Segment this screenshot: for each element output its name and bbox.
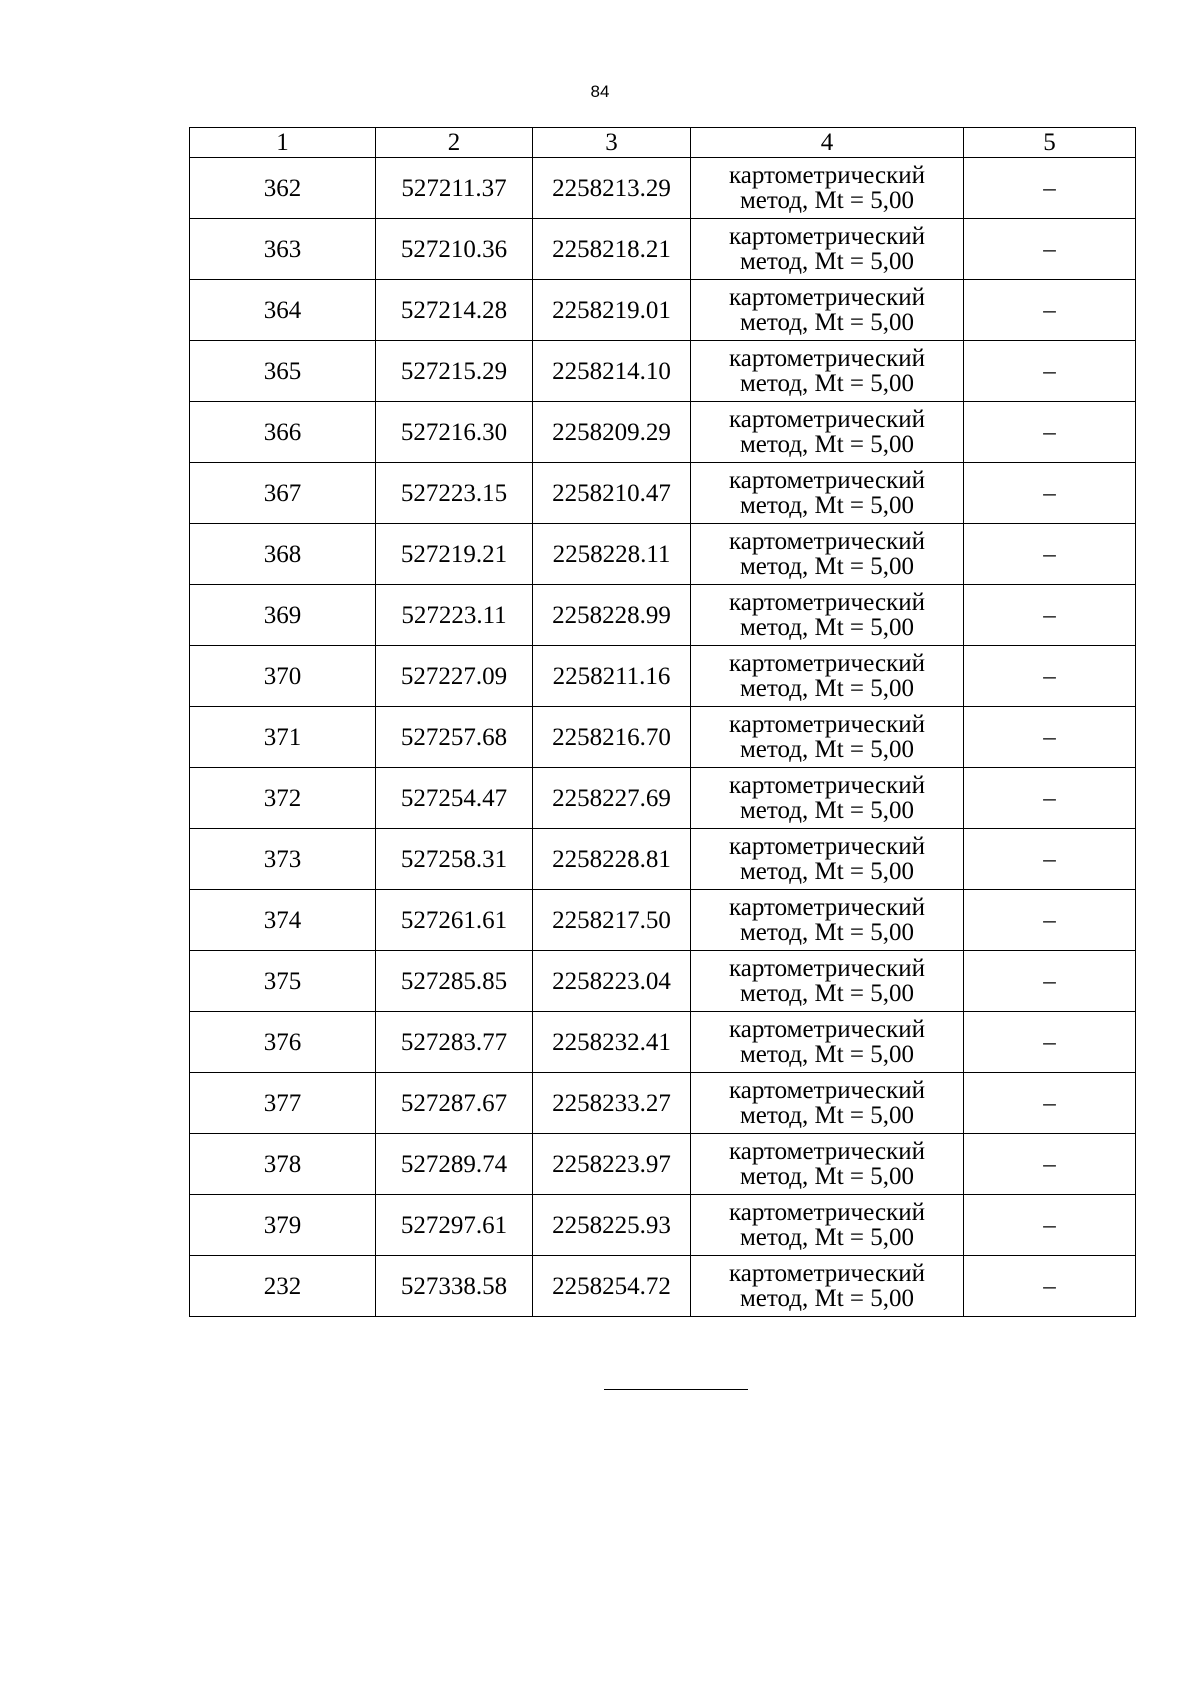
method-cell — [691, 158, 964, 219]
note-cell: – — [964, 219, 1136, 280]
note-cell: – — [964, 951, 1136, 1012]
method-cell — [691, 219, 964, 280]
y-coordinate-cell: 2258233.27 — [533, 1073, 691, 1134]
method-text: картометрический — [729, 1199, 925, 1226]
x-coordinate-cell: 527223.15 — [376, 463, 533, 524]
method-cell — [691, 1012, 964, 1073]
note-cell: – — [964, 1012, 1136, 1073]
note-cell: – — [964, 1256, 1136, 1317]
y-coordinate-cell: 2258228.99 — [533, 585, 691, 646]
table-row — [190, 1073, 1136, 1134]
method-text: картометрический — [729, 1260, 925, 1287]
method-text: метод, Mt = 5,00 — [739, 614, 915, 641]
table-row — [190, 1256, 1136, 1317]
method-text: метод, Mt = 5,00 — [739, 980, 915, 1007]
table-row — [190, 158, 1136, 219]
method-text: метод, Mt = 5,00 — [739, 370, 915, 397]
method-text: картометрический — [729, 1016, 925, 1043]
table-row — [190, 463, 1136, 524]
note-cell: – — [964, 890, 1136, 951]
table-row — [190, 768, 1136, 829]
y-coordinate-cell: 2258209.29 — [533, 402, 691, 463]
note-cell: – — [964, 402, 1136, 463]
point-number-cell: 365 — [190, 341, 376, 402]
y-coordinate-cell: 2258227.69 — [533, 768, 691, 829]
method-cell — [691, 1073, 964, 1134]
method-cell — [691, 951, 964, 1012]
point-number-cell: 232 — [190, 1256, 376, 1317]
point-number-cell: 378 — [190, 1134, 376, 1195]
note-cell: – — [964, 280, 1136, 341]
method-text: метод, Mt = 5,00 — [739, 1285, 915, 1312]
x-coordinate-cell: 527216.30 — [376, 402, 533, 463]
y-coordinate-cell: 2258219.01 — [533, 280, 691, 341]
method-cell — [691, 280, 964, 341]
method-text: картометрический — [729, 223, 925, 250]
method-text: метод, Mt = 5,00 — [739, 797, 915, 824]
method-text: метод, Mt = 5,00 — [739, 248, 915, 275]
method-text: метод, Mt = 5,00 — [739, 553, 915, 580]
method-text: картометрический — [729, 894, 925, 921]
method-text: картометрический — [729, 1077, 925, 1104]
y-coordinate-cell: 2258210.47 — [533, 463, 691, 524]
method-text: картометрический — [729, 467, 925, 494]
method-text: метод, Mt = 5,00 — [739, 1224, 915, 1251]
method-text: метод, Mt = 5,00 — [739, 187, 915, 214]
method-cell — [691, 768, 964, 829]
column-header: 5 — [964, 128, 1136, 158]
point-number-cell: 373 — [190, 829, 376, 890]
header-row — [190, 128, 1136, 158]
x-coordinate-cell: 527285.85 — [376, 951, 533, 1012]
method-cell — [691, 524, 964, 585]
method-cell — [691, 402, 964, 463]
column-header: 1 — [190, 128, 376, 158]
method-text: картометрический — [729, 589, 925, 616]
method-text: картометрический — [729, 833, 925, 860]
method-cell — [691, 890, 964, 951]
point-number-cell: 363 — [190, 219, 376, 280]
table-row — [190, 829, 1136, 890]
method-text: метод, Mt = 5,00 — [739, 431, 915, 458]
x-coordinate-cell: 527210.36 — [376, 219, 533, 280]
table-row — [190, 524, 1136, 585]
column-header: 2 — [376, 128, 533, 158]
table-row — [190, 402, 1136, 463]
x-coordinate-cell: 527227.09 — [376, 646, 533, 707]
table-row — [190, 890, 1136, 951]
note-cell: – — [964, 768, 1136, 829]
method-text: картометрический — [729, 345, 925, 372]
point-number-cell: 366 — [190, 402, 376, 463]
method-cell — [691, 1256, 964, 1317]
end-divider — [604, 1389, 748, 1390]
table-row — [190, 646, 1136, 707]
x-coordinate-cell: 527287.67 — [376, 1073, 533, 1134]
table-row — [190, 1134, 1136, 1195]
method-cell — [691, 1195, 964, 1256]
note-cell: – — [964, 1195, 1136, 1256]
method-cell — [691, 829, 964, 890]
x-coordinate-cell: 527283.77 — [376, 1012, 533, 1073]
x-coordinate-cell: 527258.31 — [376, 829, 533, 890]
method-cell — [691, 707, 964, 768]
x-coordinate-cell: 527254.47 — [376, 768, 533, 829]
method-text: картометрический — [729, 955, 925, 982]
method-cell — [691, 646, 964, 707]
x-coordinate-cell: 527211.37 — [376, 158, 533, 219]
x-coordinate-cell: 527223.11 — [376, 585, 533, 646]
x-coordinate-cell: 527261.61 — [376, 890, 533, 951]
method-text: метод, Mt = 5,00 — [739, 309, 915, 336]
method-text: картометрический — [729, 528, 925, 555]
point-number-cell: 379 — [190, 1195, 376, 1256]
method-text: картометрический — [729, 711, 925, 738]
note-cell: – — [964, 707, 1136, 768]
note-cell: – — [964, 463, 1136, 524]
table-body — [190, 158, 1136, 1317]
method-text: картометрический — [729, 406, 925, 433]
note-cell: – — [964, 829, 1136, 890]
table-row — [190, 951, 1136, 1012]
point-number-cell: 372 — [190, 768, 376, 829]
y-coordinate-cell: 2258223.97 — [533, 1134, 691, 1195]
method-text: метод, Mt = 5,00 — [739, 1102, 915, 1129]
note-cell: – — [964, 585, 1136, 646]
note-cell: – — [964, 1073, 1136, 1134]
y-coordinate-cell: 2258218.21 — [533, 219, 691, 280]
y-coordinate-cell: 2258228.11 — [533, 524, 691, 585]
x-coordinate-cell: 527257.68 — [376, 707, 533, 768]
y-coordinate-cell: 2258213.29 — [533, 158, 691, 219]
table-row — [190, 1195, 1136, 1256]
x-coordinate-cell: 527297.61 — [376, 1195, 533, 1256]
point-number-cell: 371 — [190, 707, 376, 768]
point-number-cell: 374 — [190, 890, 376, 951]
x-coordinate-cell: 527214.28 — [376, 280, 533, 341]
note-cell: – — [964, 158, 1136, 219]
y-coordinate-cell: 2258217.50 — [533, 890, 691, 951]
table-row — [190, 707, 1136, 768]
x-coordinate-cell: 527338.58 — [376, 1256, 533, 1317]
method-text: метод, Mt = 5,00 — [739, 858, 915, 885]
y-coordinate-cell: 2258216.70 — [533, 707, 691, 768]
x-coordinate-cell: 527289.74 — [376, 1134, 533, 1195]
method-cell — [691, 585, 964, 646]
method-text: картометрический — [729, 650, 925, 677]
method-text: метод, Mt = 5,00 — [739, 675, 915, 702]
note-cell: – — [964, 1134, 1136, 1195]
method-cell — [691, 341, 964, 402]
point-number-cell: 368 — [190, 524, 376, 585]
point-number-cell: 370 — [190, 646, 376, 707]
point-number-cell: 364 — [190, 280, 376, 341]
y-coordinate-cell: 2258223.04 — [533, 951, 691, 1012]
y-coordinate-cell: 2258211.16 — [533, 646, 691, 707]
coordinates-table — [189, 127, 1136, 1317]
y-coordinate-cell: 2258232.41 — [533, 1012, 691, 1073]
method-text: метод, Mt = 5,00 — [739, 919, 915, 946]
note-cell: – — [964, 646, 1136, 707]
table-row — [190, 280, 1136, 341]
y-coordinate-cell: 2258228.81 — [533, 829, 691, 890]
method-text: картометрический — [729, 284, 925, 311]
method-text: метод, Mt = 5,00 — [739, 1163, 915, 1190]
method-cell — [691, 463, 964, 524]
method-text: метод, Mt = 5,00 — [739, 736, 915, 763]
point-number-cell: 375 — [190, 951, 376, 1012]
table-row — [190, 585, 1136, 646]
point-number-cell: 367 — [190, 463, 376, 524]
method-text: метод, Mt = 5,00 — [739, 1041, 915, 1068]
y-coordinate-cell: 2258214.10 — [533, 341, 691, 402]
method-cell — [691, 1134, 964, 1195]
point-number-cell: 377 — [190, 1073, 376, 1134]
x-coordinate-cell: 527219.21 — [376, 524, 533, 585]
method-text: картометрический — [729, 1138, 925, 1165]
point-number-cell: 362 — [190, 158, 376, 219]
y-coordinate-cell: 2258225.93 — [533, 1195, 691, 1256]
method-text: картометрический — [729, 772, 925, 799]
table-row — [190, 219, 1136, 280]
point-number-cell: 369 — [190, 585, 376, 646]
method-text: метод, Mt = 5,00 — [739, 492, 915, 519]
column-header: 3 — [533, 128, 691, 158]
point-number-cell: 376 — [190, 1012, 376, 1073]
column-header: 4 — [691, 128, 964, 158]
method-text: картометрический — [729, 162, 925, 189]
page-number: 84 — [590, 82, 610, 101]
table-row — [190, 341, 1136, 402]
x-coordinate-cell: 527215.29 — [376, 341, 533, 402]
note-cell: – — [964, 524, 1136, 585]
y-coordinate-cell: 2258254.72 — [533, 1256, 691, 1317]
note-cell: – — [964, 341, 1136, 402]
table-row — [190, 1012, 1136, 1073]
